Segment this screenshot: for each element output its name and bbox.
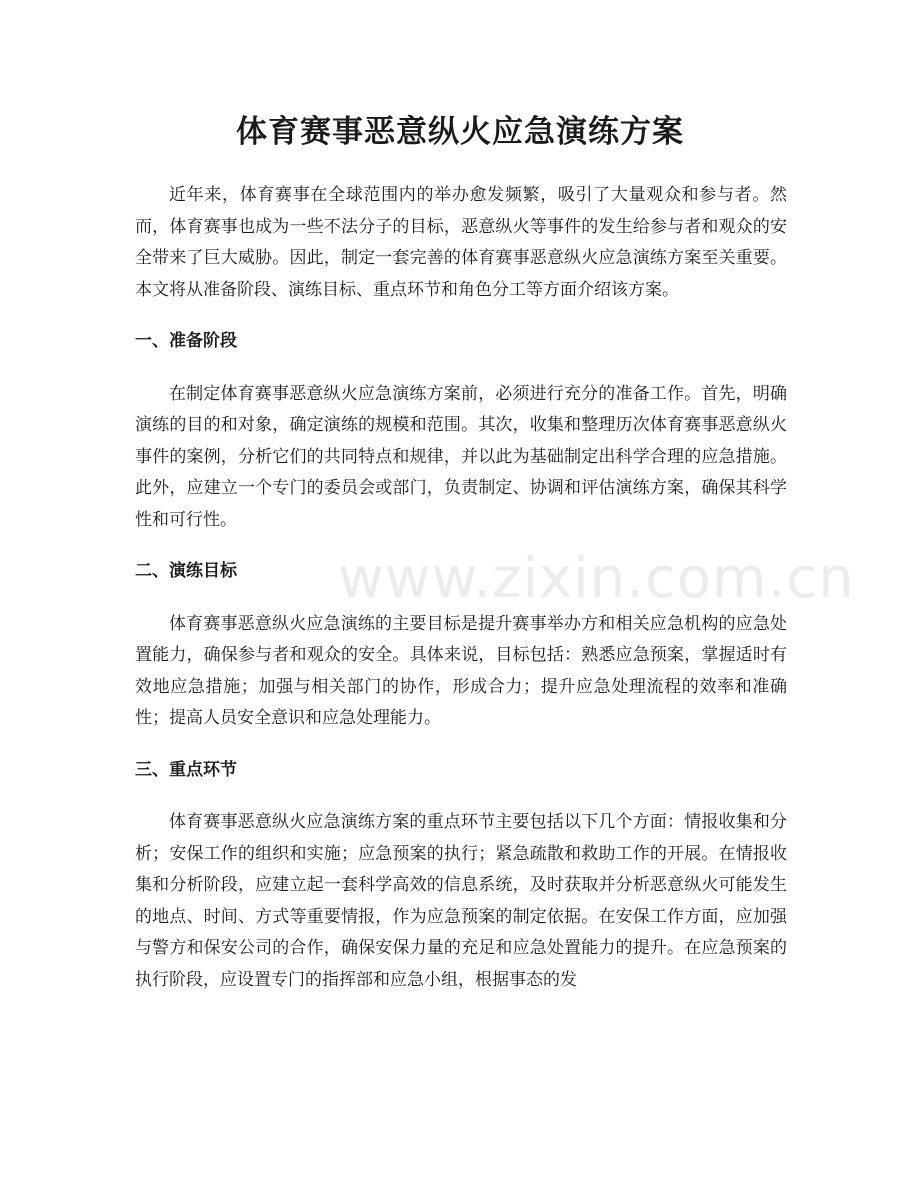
spacer: [135, 358, 787, 379]
spacer: [135, 306, 787, 326]
intro-paragraph: 近年来，体育赛事在全球范围内的举办愈发频繁，吸引了大量观众和参与者。然而，体育赛事也成为一些不法分子的目标，恶意纵火等事件的发生给参与者和观众的安全带来了巨大威胁。因此，制定一套完善的体育赛事恶意纵火应急演练方案至关重要。本文将从准备阶段、演练目标、重点环节和角色分工等方面介绍该方案。: [135, 185, 787, 300]
section-body-preparation: 在制定体育赛事恶意纵火应急演练方案前，必须进行充分的准备工作。首先，明确演练的目的和对象，确定演练的规模和范围。其次，收集和整理历次体育赛事恶意纵火事件的案例，分析它们的共同特点和规律，并以此为基础制定出科学合理的应急措施。此外，应建立一个专门的委员会或部门，负责制定、协调和评估演练方案，确保其科学性和可行性。: [135, 383, 787, 530]
section-body-goals: 体育赛事恶意纵火应急演练的主要目标是提升赛事举办方和相关应急机构的应急处置能力，确保参与者和观众的安全。具体来说，目标包括：熟悉应急预案，掌握适时有效地应急措施；加强与相关部门的协作，形成合力；提升应急处理流程的效率和准确性；提高人员安全意识和应急处理能力。: [135, 613, 787, 728]
spacer: [135, 735, 787, 755]
document-title: 体育赛事恶意纵火应急演练方案: [236, 114, 684, 150]
section-heading-preparation: 一、准备阶段: [135, 331, 237, 351]
watermark: www.zixin.com.cn: [338, 546, 855, 611]
section-body-key-steps: 体育赛事恶意纵火应急演练方案的重点环节主要包括以下几个方面：情报收集和分析；安保工作的组织和实施；应急预案的执行；紧急疏散和救助工作的开展。在情报收集和分析阶段，应建立起一套科学高效的信息系统，及时获取并分析恶意纵火可能发生的地点、时间、方式等重要情报，作为应急预案的制定依据。在安保工作方面，应加强与警方和保安公司的合作，确保安保力量的充足和应急处置能力的提升。在应急预案的执行阶段，应设置专门的指挥部和应急小组，根据事态的发: [135, 812, 787, 990]
spacer: [135, 588, 787, 609]
spacer: [135, 536, 787, 556]
document-body: [135, 180, 787, 996]
section-heading-goals: 二、演练目标: [135, 561, 237, 581]
spacer: [135, 786, 787, 807]
section-heading-key-steps: 三、重点环节: [135, 759, 237, 780]
